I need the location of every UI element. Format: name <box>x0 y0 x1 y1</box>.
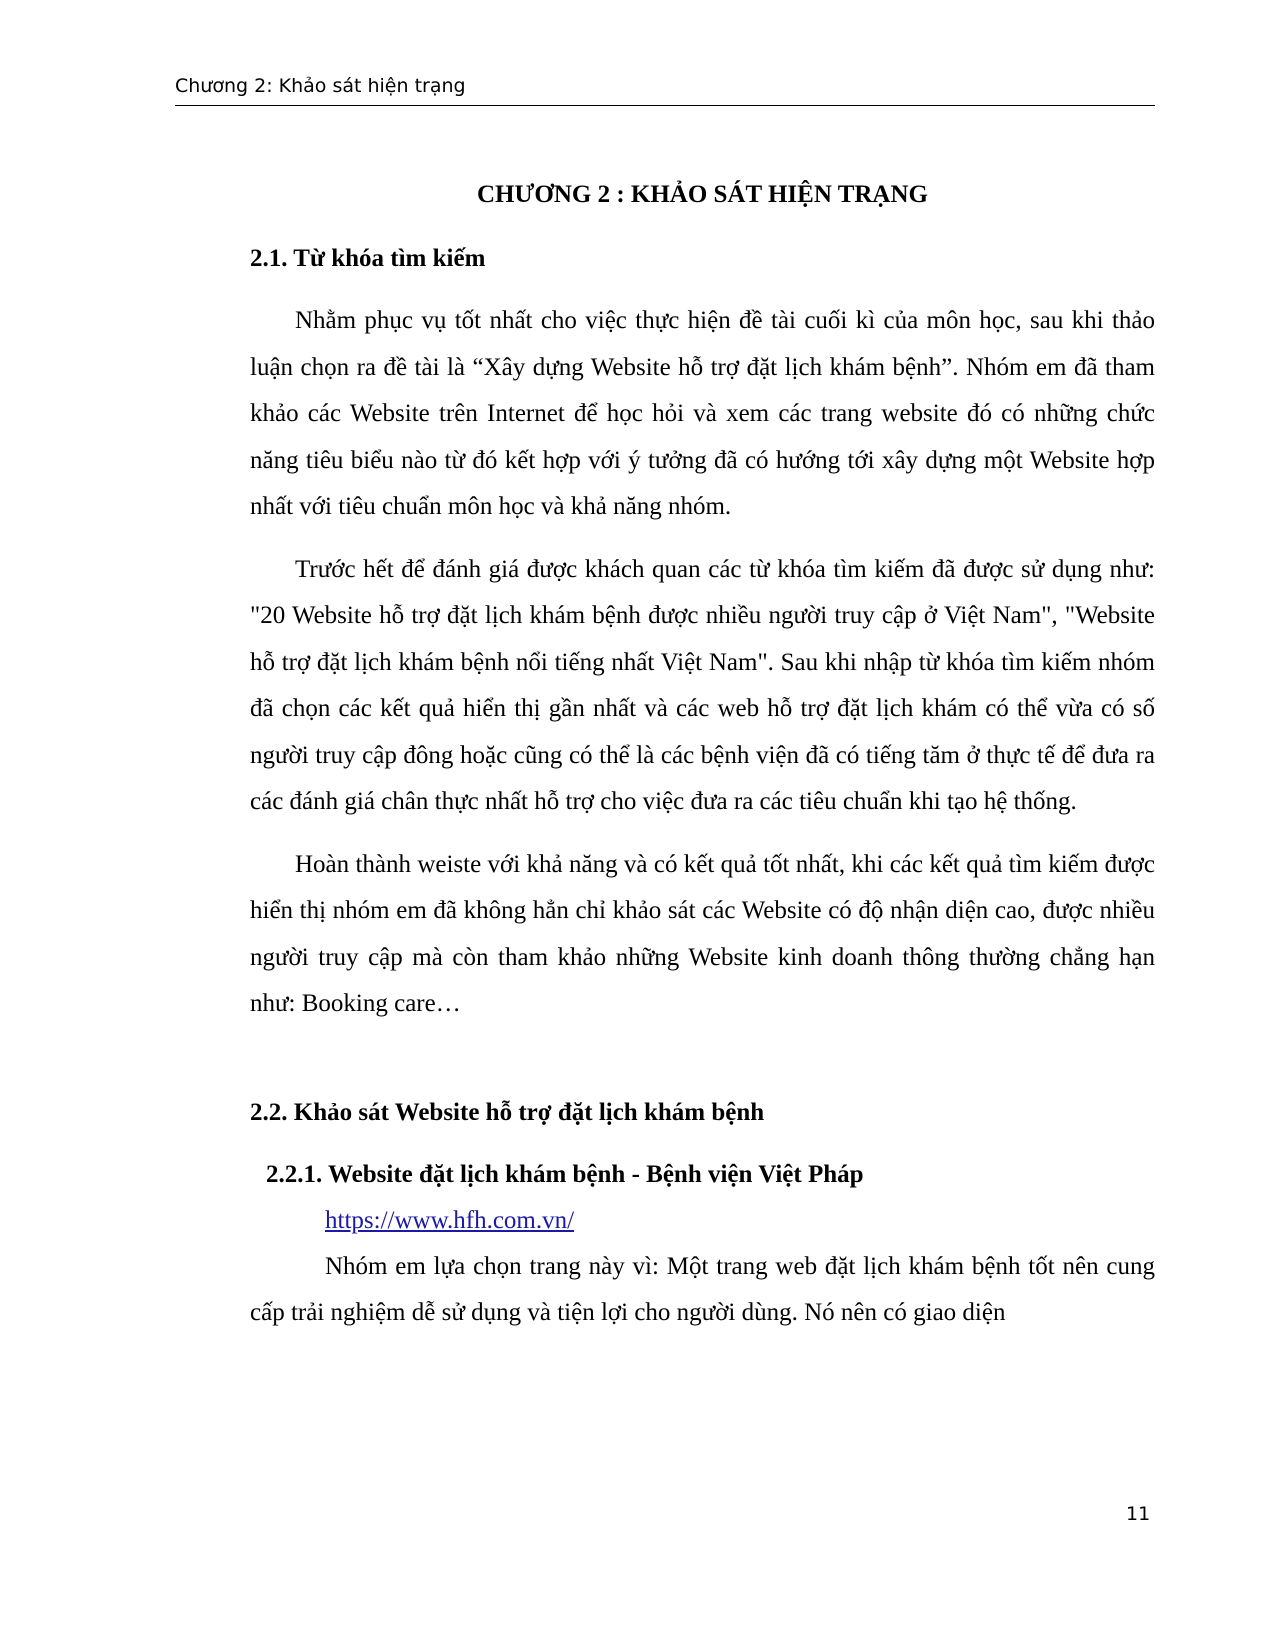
chapter-title: CHƯƠNG 2 : KHẢO SÁT HIỆN TRẠNG <box>477 181 928 208</box>
website-link[interactable]: https://www.hfh.com.vn/ <box>325 1206 575 1234</box>
running-header <box>175 74 1155 106</box>
running-header-title: Chương 2: Khảo sát hiện trạng <box>175 75 466 97</box>
document-body <box>250 172 1155 1353</box>
page-number: 11 <box>1126 1503 1151 1525</box>
paragraph: Nhóm em lựa chọn trang này vì: Một trang web đặt lịch khám bệnh tốt nên cung cấp trải nghiệm dễ sử dụng và tiện lợi cho người dùng. Nó nên có giao diện <box>250 1252 1155 1326</box>
section-heading-2-2: 2.2. Khảo sát Website hỗ trợ đặt lịch khám bệnh <box>250 1098 765 1126</box>
subsection-heading-2-2-1: 2.2.1. Website đặt lịch khám bệnh - Bệnh viện Việt Pháp <box>266 1160 864 1188</box>
paragraph: Hoàn thành weiste với khả năng và có kết quả tốt nhất, khi các kết quả tìm kiếm được hiển thị nhóm em đã không hẳn chỉ khảo sát các Website có độ nhận diện cao, được nhiều người truy cập mà còn tham khảo những Website kinh doanh thông thường chẳng hạn như: Booking care… <box>250 850 1155 1017</box>
section-heading-2-1: 2.1. Từ khóa tìm kiếm <box>250 245 486 272</box>
paragraph: Nhằm phục vụ tốt nhất cho việc thực hiện đề tài cuối kì của môn học, sau khi thảo luận chọn ra đề tài là “Xây dựng Website hỗ trợ đặt lịch khám bệnh”. Nhóm em đã tham khảo các Website trên Internet để học hỏi và xem các trang website đó có những chức năng tiêu biểu nào từ đó kết hợp với ý tưởng đã có hướng tới xây dựng một Website hợp nhất với tiêu chuẩn môn học và khả năng nhóm. <box>250 307 1155 520</box>
website-link-line <box>250 1198 1155 1244</box>
paragraph: Trước hết để đánh giá được khách quan các từ khóa tìm kiếm đã được sử dụng như: "20 Website hỗ trợ đặt lịch khám bệnh được nhiều người truy cập ở Việt Nam", "Website hỗ trợ đặt lịch khám bệnh nổi tiếng nhất Việt Nam". Sau khi nhập từ khóa tìm kiếm nhóm đã chọn các kết quả hiển thị gần nhất và các web hỗ trợ đặt lịch khám có thể vừa có số người truy cập đông hoặc cũng có thể là các bệnh viện đã có tiếng tăm ở thực tế để đưa ra các đánh giá chân thực nhất hỗ trợ cho việc đưa ra các tiêu chuẩn khi tạo hệ thống. <box>250 555 1155 815</box>
spacer <box>250 1044 1155 1090</box>
